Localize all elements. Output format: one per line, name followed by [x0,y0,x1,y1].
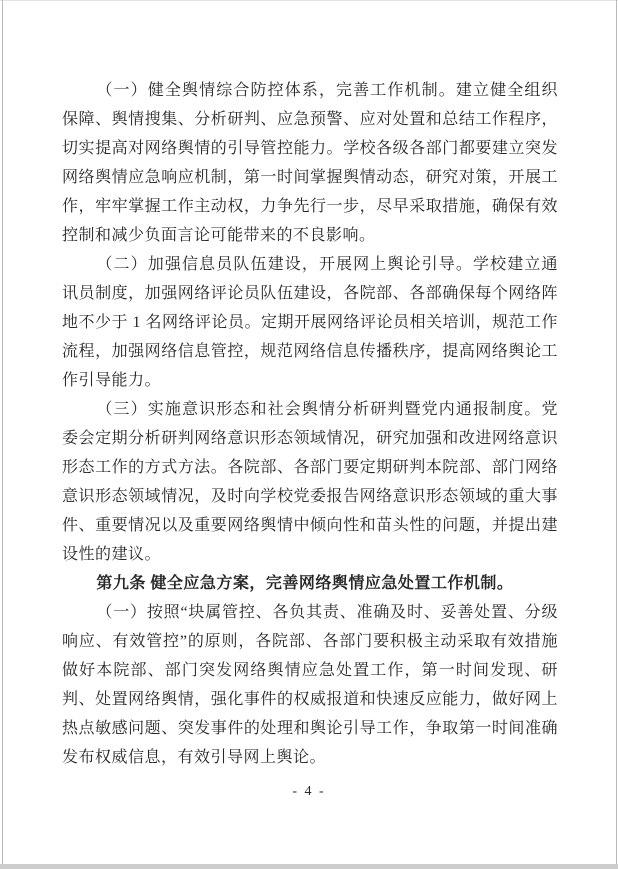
paragraph-clause-1: （一）按照“块属管控、各负其责、准确及时、妥善处置、分级响应、有效管控”的原则，各院部、各部门要积极主动采取有效措施做好本院部、部门突发网络舆情应急处置工作，第一时间发现、研判、处置网络舆情，强化事件的权威报道和快速反应能力，做好网上热点敏感问题、突发事件的处理和舆论引导工作，争取第一时间准确发布权威信息，有效引导网上舆论。 [62,604,558,766]
page-edge-bottom [0,864,618,869]
document-body [62,76,558,772]
paragraph-item-1: （一）健全舆情综合防控体系，完善工作机制。建立健全组织保障、舆情搜集、分析研判、应急预警、应对处置和总结工作程序，切实提高对网络舆情的引导管控能力。学校各级各部门都要建立突发网络舆情应急响应机制，第一时间掌握舆情动态，研究对策，开展工作，牢牢掌握工作主动权，力争先行一步，尽早采取措施，确保有效控制和减少负面言论可能带来的不良影响。 [62,82,558,244]
article-9-heading: 第九条 健全应急方案，完善网络舆情应急处置工作机制。 [96,575,514,592]
page-edge-left [2,0,3,864]
page-number: - 4 - [292,784,326,799]
paragraph-item-3: （三）实施意识形态和社会舆情分析研判暨党内通报制度。党委会定期分析研判网络意识形态领域情况，研究加强和改进网络意识形态工作的方式方法。各院部、各部门要定期研判本院部、部门网络意识形态领域情况，及时向学校党委报告网络意识形态领域的重大事件、重要情况以及重要网络舆情中倾向性和苗头性的问题，并提出建设性的建议。 [62,401,558,563]
paragraph-item-2: （二）加强信息员队伍建设，开展网上舆论引导。学校建立通讯员制度，加强网络评论员队伍建设，各院部、各部确保每个网络阵地不少于 1 名网络评论员。定期开展网络评论员相关培训，规范工作流程，加强网络信息管控，规范网络信息传播秩序，提高网络舆论工作引导能力。 [62,256,559,389]
page-edge-top [0,0,618,1]
page-edge-right [616,0,617,864]
